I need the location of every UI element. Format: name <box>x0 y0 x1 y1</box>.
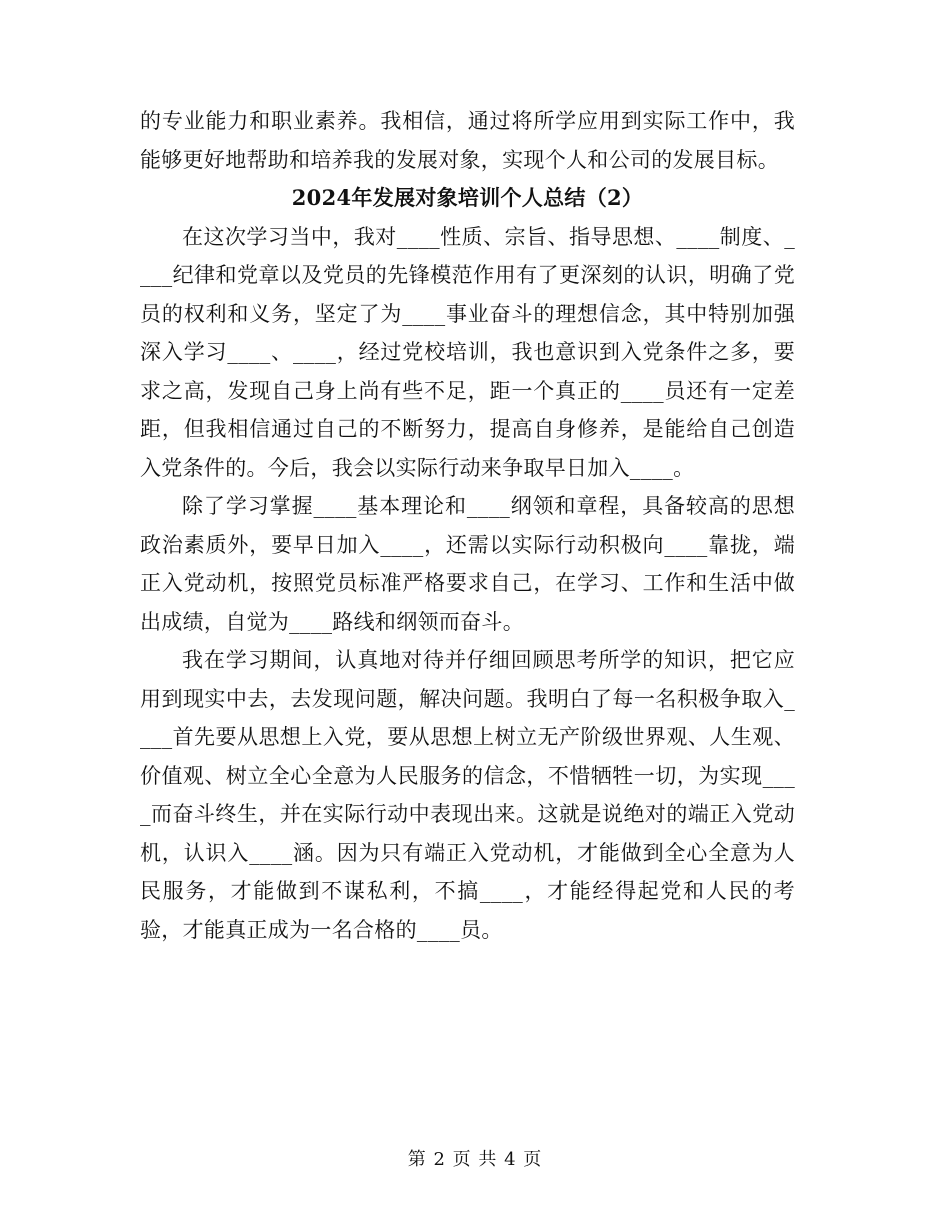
document-body <box>140 102 795 949</box>
body-paragraph-2: 除了学习掌握____基本理论和____纲领和章程，具备较高的思想政治素质外，要早日加入____，还需以实际行动积极向____靠拢，端正入党动机，按照党员标准严格要求自己，在学习、工作和生活中做出成绩，自觉为____路线和纲领而奋斗。 <box>140 494 795 634</box>
page-footer: 第 2 页 共 4 页 <box>407 1149 543 1170</box>
body-paragraph-3: 我在学习期间，认真地对待并仔细回顾思考所学的知识，把它应用到现实中去，去发现问题，解决问题。我明白了每一名积极争取入____首先要从思想上入党，要从思想上树立无产阶级世界观、人生观、价值观、树立全心全意为人民服务的信念，不惜牺牲一切，为实现____而奋斗终生，并在实际行动中表现出来。这就是说绝对的端正入党动机，认识入____涵。因为只有端正入党动机，才能做到全心全意为人民服务，才能做到不谋私利，不搞____，才能经得起党和人民的考验，才能真正成为一名合格的____员。 <box>140 648 795 942</box>
body-paragraph-1: 在这次学习当中，我对____性质、宗旨、指导思想、____制度、____纪律和党章以及党员的先锋模范作用有了更深刻的认识，明确了党员的权利和义务，坚定了为____事业奋斗的理想信念，其中特别加强深入学习____、____，经过党校培训，我也意识到入党条件之多，要求之高，发现自己身上尚有些不足，距一个真正的____员还有一定差距，但我相信通过自己的不断努力，提高自身修养，是能给自己创造入党条件的。今后，我会以实际行动来争取早日加入____。 <box>140 224 795 480</box>
carryover-paragraph: 的专业能力和职业素养。我相信，通过将所学应用到实际工作中，我能够更好地帮助和培养我的发展对象，实现个人和公司的发展目标。 <box>140 109 795 172</box>
section-title: 2024年发展对象培训个人总结（2） <box>291 185 644 210</box>
